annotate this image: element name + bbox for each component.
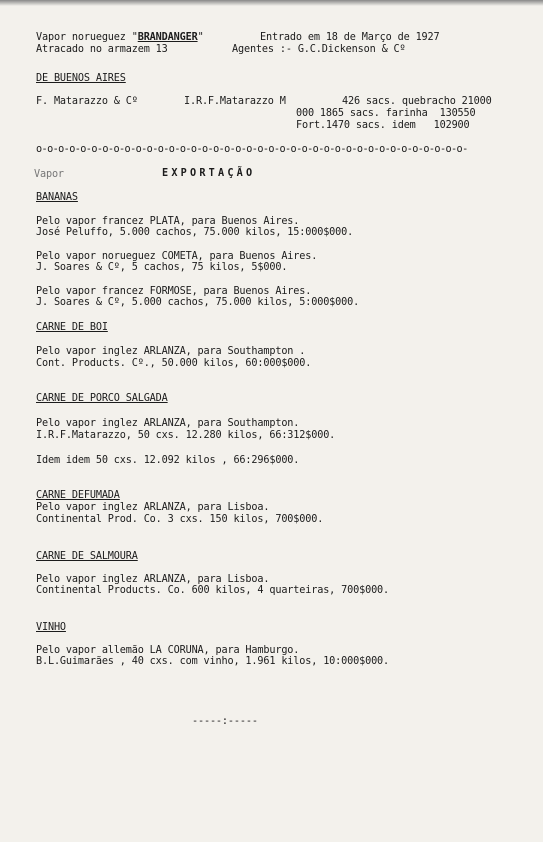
header-line-1	[36, 32, 204, 44]
section-heading-carne-de-boi: CARNE DE BOI	[36, 322, 108, 333]
entry-line: Pelo vapor francez PLATA, para Buenos Aires.	[36, 216, 300, 227]
section-heading-vinho: VINHO	[36, 622, 66, 633]
end-mark: -----:-----	[192, 716, 258, 727]
import-line: 000 1865 sacs. farinha 130550	[296, 108, 476, 119]
entry-line: I.R.F.Matarazzo, 50 cxs. 12.280 kilos, 66:312$000.	[36, 430, 336, 441]
export-title: EXPORTAÇÃO	[162, 168, 256, 179]
entry-line: Continental Products. Co. 600 kilos, 4 quarteiras, 700$000.	[36, 585, 390, 596]
header-vessel-type: Vapor norueguez "	[36, 32, 138, 43]
section-heading-bananas: BANANAS	[36, 192, 78, 203]
ship-name: BRANDANGER	[137, 32, 198, 43]
entry-line: Pelo vapor inglez ARLANZA, para Southampton.	[36, 418, 300, 429]
entry-line: José Peluffo, 5.000 cachos, 75.000 kilos, 15:000$000.	[36, 227, 354, 238]
entry-line: Pelo vapor norueguez COMETA, para Buenos Aires.	[36, 251, 318, 262]
entry-line: Pelo vapor francez FORMOSE, para Buenos Aires.	[36, 286, 312, 297]
separator-line: o-o-o-o-o-o-o-o-o-o-o-o-o-o-o-o-o-o-o-o-o-o-o-o-o-o-o-o-o-o-o-o-o-o-o-o-o-o-o-	[36, 144, 468, 155]
entry-line: Idem idem 50 cxs. 12.092 kilos , 66:296$000.	[36, 455, 300, 466]
section-heading-carne-defumada: CARNE DEFUMADA	[36, 490, 120, 501]
agents-info: Agentes :- G.C.Dickenson & Cº	[232, 44, 406, 55]
scan-edge-shadow	[0, 0, 543, 6]
entry-line: Pelo vapor allemão LA CORUNA, para Hamburgo.	[36, 645, 300, 656]
header-quote: "	[197, 32, 204, 43]
entry-line: Pelo vapor inglez ARLANZA, para Lisboa.	[36, 502, 270, 513]
entry-line: Pelo vapor inglez ARLANZA, para Southampton .	[36, 346, 306, 357]
import-consignee: I.R.F.Matarazzo M	[184, 96, 286, 107]
section-heading-carne-de-salmoura: CARNE DE SALMOURA	[36, 551, 138, 562]
entry-line: Cont. Products. Cº., 50.000 kilos, 60:000$000.	[36, 358, 312, 369]
import-line: 426 sacs. quebracho 21000	[342, 96, 492, 107]
entry-line: J. Soares & Cº, 5.000 cachos, 75.000 kilos, 5:000$000.	[36, 297, 360, 308]
entry-line: Pelo vapor inglez ARLANZA, para Lisboa.	[36, 574, 270, 585]
entry-line: Continental Prod. Co. 3 cxs. 150 kilos, 700$000.	[36, 514, 324, 525]
entry-line: B.L.Guimarães , 40 cxs. com vinho, 1.961 kilos, 10:000$000.	[36, 656, 390, 667]
entry-line: J. Soares & Cº, 5 cachos, 75 kilos, 5$000.	[36, 262, 288, 273]
margin-note: Vapor	[34, 169, 64, 180]
import-line: Fort.1470 sacs. idem 102900	[296, 120, 470, 131]
arrival-date: Entrado em 18 de Março de 1927	[260, 32, 440, 43]
berth-info: Atracado no armazem 13	[36, 44, 168, 55]
import-heading: DE BUENOS AIRES	[36, 73, 126, 84]
section-heading-carne-de-porco: CARNE DE PORCO SALGADA	[36, 393, 168, 404]
import-consignor: F. Matarazzo & Cº	[36, 96, 138, 107]
